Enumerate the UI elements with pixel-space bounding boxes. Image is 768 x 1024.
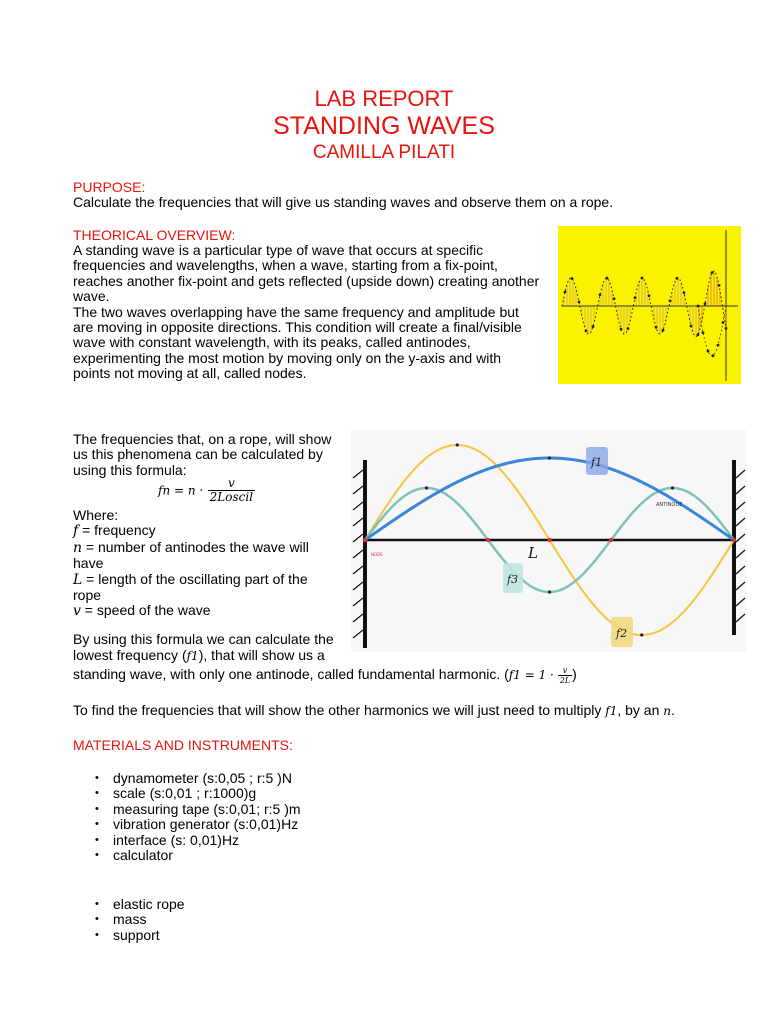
formula-denominator: 2Loscil: [209, 490, 254, 504]
definition-text: = length of the oscillating part of the: [82, 570, 308, 587]
wave-point: [711, 271, 714, 274]
wave-point: [725, 327, 728, 330]
standing-wave-figure: [558, 226, 741, 384]
wave-point: [620, 328, 623, 331]
wave-point: [571, 277, 574, 280]
definition-text: = frequency: [78, 522, 156, 539]
definition-item: [73, 603, 353, 619]
rope-harmonics-diagram: [351, 430, 746, 652]
wave-point: [690, 325, 693, 328]
wave-point: [648, 294, 651, 297]
node-marker: [547, 538, 551, 542]
wave-point: [676, 277, 679, 280]
figure-background: [558, 226, 741, 384]
definition-item: [73, 588, 353, 603]
formula-lhs: fn = n ·: [158, 483, 204, 498]
formula-fraction: [208, 477, 255, 504]
frequency-formula: [158, 477, 255, 504]
materials-heading: MATERIALS AND INSTRUMENTS:: [73, 737, 293, 753]
node-marker: [609, 538, 613, 542]
wave-point: [718, 284, 721, 287]
left-wall: [363, 460, 367, 648]
wave-point: [592, 325, 595, 328]
definition-text: = number of antinodes the wave will: [82, 538, 309, 555]
node-marker: [486, 538, 490, 542]
wave-point: [585, 329, 588, 332]
list-item: • interface (s: 0,01)Hz: [95, 833, 301, 848]
definition-item: [73, 572, 353, 588]
list-item: • support: [95, 928, 185, 943]
overview-line: are moving in opposite directions. This condition will create a final/visible: [73, 319, 522, 336]
intro-line: using this formula:: [73, 461, 187, 478]
frequency-intro: [73, 432, 353, 478]
instruments-list: [95, 897, 185, 943]
wave-point: [606, 277, 609, 280]
wave-point: [634, 296, 637, 299]
antinode-label: ANTINODE: [656, 502, 683, 508]
node-marker: [732, 538, 736, 542]
wave-point: [662, 329, 665, 332]
wave-point: [683, 291, 686, 294]
overview-line: The two waves overlapping have the same frequency and amplitude but: [73, 303, 519, 320]
lowest-line-2-text: lowest frequency (: [73, 647, 187, 663]
harmonics-text-mid: , by an: [617, 702, 664, 718]
list-item: • measuring tape (s:0,01; r:5 )m: [95, 802, 301, 817]
overview-line: points not moving at all, called nodes.: [73, 365, 307, 382]
list-item: • vibration generator (s:0,01)Hz: [95, 817, 301, 832]
wave-point: [697, 333, 700, 336]
wave-point: [578, 301, 581, 304]
length-label: L: [528, 544, 538, 562]
f1-label: f1: [591, 456, 603, 469]
report-title: LAB REPORT: [314, 86, 454, 111]
overview-line: experimenting the most motion by moving only on the y-axis and with: [73, 349, 501, 366]
antinode-marker: [548, 590, 551, 593]
harmonics-f1-symbol: f1: [605, 704, 618, 718]
report-author: CAMILLA PILATI: [312, 142, 456, 163]
lowest-line-2: [73, 648, 325, 664]
overview-line: frequencies and wavelengths, when a wave, starting from a fix-point,: [73, 257, 498, 274]
wave-point: [669, 299, 672, 302]
purpose-text: Calculate the frequencies that will give us standing waves and observe them on a rope.: [73, 194, 614, 210]
list-item: • elastic rope: [95, 897, 185, 912]
formula-numerator: v: [208, 477, 255, 491]
wave-point: [599, 293, 602, 296]
definition-text: rope: [73, 587, 102, 604]
fundamental-denominator: 2L: [559, 676, 571, 685]
definition-symbol: f: [73, 523, 79, 540]
harmonics-text-end: .: [671, 702, 675, 718]
wave-point: [564, 290, 567, 293]
antinode-marker: [548, 456, 551, 459]
overview-line: A standing wave is a particular type of wave that occurs at specific: [73, 242, 484, 258]
antinode-marker: [425, 486, 428, 489]
definition-item: [73, 540, 353, 556]
lowest-line-3-close: ): [572, 666, 577, 683]
definitions-list: [73, 508, 353, 620]
harmonics-line: [73, 703, 675, 719]
node-label: NODE: [371, 552, 383, 557]
lowest-line-3: [73, 666, 577, 685]
lowest-line-2-text-end: ), that will show us a: [198, 647, 325, 663]
overview-heading: THEORICAL OVERVIEW:: [73, 227, 236, 243]
f2-label: f2: [616, 627, 628, 640]
overview-line: wave with constant wavelength, with its peaks, called antinodes,: [73, 334, 471, 351]
list-item: • mass: [95, 912, 185, 927]
wave-point: [613, 297, 616, 300]
definition-text: = speed of the wave: [80, 602, 211, 619]
harmonics-text: To find the frequencies that will show the other harmonics we will just need to multiply: [73, 702, 606, 718]
definition-text: have: [73, 555, 104, 572]
list-item: • scale (s:0,01 ; r:1000)g: [95, 786, 301, 801]
lowest-line-1: By using this formula we can calculate the: [73, 631, 334, 647]
f3-label: f3: [507, 573, 519, 586]
definition-symbol: L: [73, 571, 83, 588]
fundamental-numerator: v: [558, 666, 572, 676]
report-subtitle: STANDING WAVES: [273, 112, 495, 140]
wave-point: [704, 302, 707, 305]
definition-item: [73, 556, 353, 571]
definition-item: [73, 523, 353, 539]
overview-text: [73, 243, 553, 382]
fundamental-formula-lhs: f1 = 1 ·: [508, 668, 554, 683]
definition-symbol: n: [73, 539, 83, 556]
intro-line: us this phenomena can be calculated by: [73, 446, 323, 463]
overview-line: wave.: [73, 288, 110, 305]
definition-symbol: v: [73, 603, 81, 620]
where-label: Where:: [73, 507, 119, 523]
f1-symbol: f1: [186, 649, 199, 663]
node-marker: [363, 538, 367, 542]
list-item: • calculator: [95, 848, 301, 863]
harmonics-n-symbol: n: [663, 704, 671, 718]
wave-point: [627, 327, 630, 330]
intro-line: The frequencies that, on a rope, will show: [73, 431, 332, 447]
lowest-line-3-text: standing wave, with only one antinode, called fundamental harmonic. (: [73, 666, 509, 683]
right-wall: [732, 460, 736, 635]
list-item: • dynamometer (s:0,05 ; r:5 )N: [95, 771, 301, 786]
purpose-heading: PURPOSE:: [73, 179, 146, 195]
antinode-marker: [640, 633, 643, 636]
wave-point: [641, 277, 644, 280]
wave-point: [655, 326, 658, 329]
overview-line: reaches another fix-point and gets reflected (upside down) creating another: [73, 272, 540, 289]
materials-list: [95, 771, 301, 863]
antinode-marker: [671, 486, 674, 489]
fundamental-formula-fraction: [558, 666, 572, 685]
antinode-marker: [456, 443, 459, 446]
